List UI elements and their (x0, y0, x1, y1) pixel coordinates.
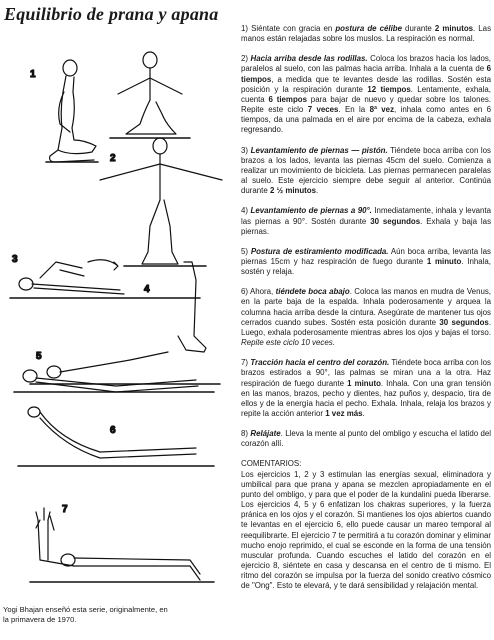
exercise-5: 5) Postura de estiramiento modificada. Aún boca arriba, levanta las piernas 15cm y haz respiración de fuego durante 1 minuto. Inhala, sostén y relaja. (241, 246, 491, 277)
exercise-7: 7) Tracción hacia el centro del corazón. Tiéndete boca arriba con los brazos estirados a 90°, las palmas se miran una a la otra. Haz respiración de fuego durante 1 minuto. Inhala. Con una gran tensión en las manos, brazos, pecho y dientes, haz puños y, despacio, tira de ellos y de la energía hacia el pecho. Exhala. Inhala, relaja los brazos y repite la acción anterior 1 vez más. (241, 358, 491, 418)
figure-number-5: 5 (36, 351, 42, 362)
comments-section (241, 459, 491, 591)
comments-text: Los ejercicios 1, 2 y 3 estimulan las energías sexual, eliminadora y umbilical para que prana y apana se mezclen apropiadamente en el punto del ombligo, y para que el poder de la kundalini pueda liberarse. Los ejercicios 4, 5 y 6 enfatizan los chakras superiores, y la fuerza pránica en los ojos y el corazón. Si mantienes los ojos abiertos cuando te levantas en el ejercicio 6, ello puede causar un mareo temporal al reequilibrarte. El ejercicio 7 te permitirá a tu corazón dominar y eliminar mucho enojo reprimido, el cual se esconde en la forma de una tensión muscular profunda. Cuando escuches el latido del corazón en el ejercicio 8, siéntete en casa y descansa en el centro de ti mismo. El ritmo del corazón se impulsa por la fuerza del sonido creativo cósmico de "Ong". Esto te elevará, y te dará sensibilidad y relajación mental. (241, 469, 491, 591)
figure-2b-kneeling-arms-extended (100, 138, 222, 266)
figure-number-7: 7 (62, 504, 68, 515)
page-title: Equilibrio de prana y apana (4, 4, 219, 24)
figure-5-stretch-pose (14, 370, 214, 392)
comments-heading: COMENTARIOS: (241, 459, 302, 469)
caption: Yogi Bhajan enseñó esta serie, originalmente, en la primavera de 1970. (3, 605, 168, 624)
figure-number-6: 6 (110, 425, 116, 436)
exercise-6: 6) Ahora, tiéndete boca abajo. Coloca las manos en mudra de Venus, en la parte baja de la espalda. Inhala poderosamente y arquea la columna hacia arriba desde la cintura. Asegúrate de mantener tus ojos cerrados cuando subes. Sostén esta posición durante 30 segundos. Luego, exhala poderosamente mientras abres los ojos y bajas el torso. Repite este ciclo 10 veces. (241, 287, 492, 348)
exercise-2: 2) Hacia arriba desde las rodillas. Coloca los brazos hacia los lados, paralelos al suelo, con las palmas hacia arriba. Inhala a la cuenta de 6 tiempos, a medida que te levantes desde las rodillas. Sostén esta posición y la respiración durante 12 tiempos. Lentamente, exhala, cuenta 6 tiempos para bajar de nuevo y quedar sobre los talones. Repite este ciclo 7 veces. En la 8ª vez, inhala como antes en 6 tiempos, da una palmada en el aire por encima de la cabeza, exhala regresando. (241, 54, 492, 135)
exercise-8: 8) Relájate. Lleva la mente al punto del ombligo y escucha el latido del corazón allí. (241, 429, 491, 449)
yoga-illustrations (0, 0, 236, 640)
figure-number-3: 3 (12, 254, 18, 265)
figure-number-1: 1 (30, 69, 36, 80)
figure-1-celibate-pose (46, 60, 98, 162)
illustrations-column (0, 0, 236, 640)
instructions-column (241, 24, 491, 592)
figure-7-heart-traction (30, 508, 214, 582)
figure-4-legs-90-degrees (30, 262, 220, 384)
figure-number-2: 2 (110, 153, 116, 164)
figure-6-prone-arch (18, 407, 214, 466)
exercise-4: 4) Levantamiento de piernas a 90°. Inmediatamente, inhala y levanta las piernas a 90°. Sostén durante 30 segundos. Exhala y baja las piernas. (241, 206, 492, 236)
exercise-1: 1) Siéntate con gracia en postura de célibe durante 2 minutos. Las manos están relajadas sobre los muslos. La respiración es normal. (241, 24, 492, 44)
exercise-3: 3) Levantamiento de piernas — pistón. Tiéndete boca arriba con los brazos a los lados, levanta las piernas 45cm del suelo. Comienza a realizar un movimiento de bicicleta. Las piernas permanecen paralelas al suelo. Este ejercicio siempre debe seguir al anterior. Continúa durante 2 ½ minutos. (241, 145, 492, 196)
figure-number-4: 4 (144, 284, 150, 295)
figure-2-rise-from-knees (110, 52, 190, 138)
